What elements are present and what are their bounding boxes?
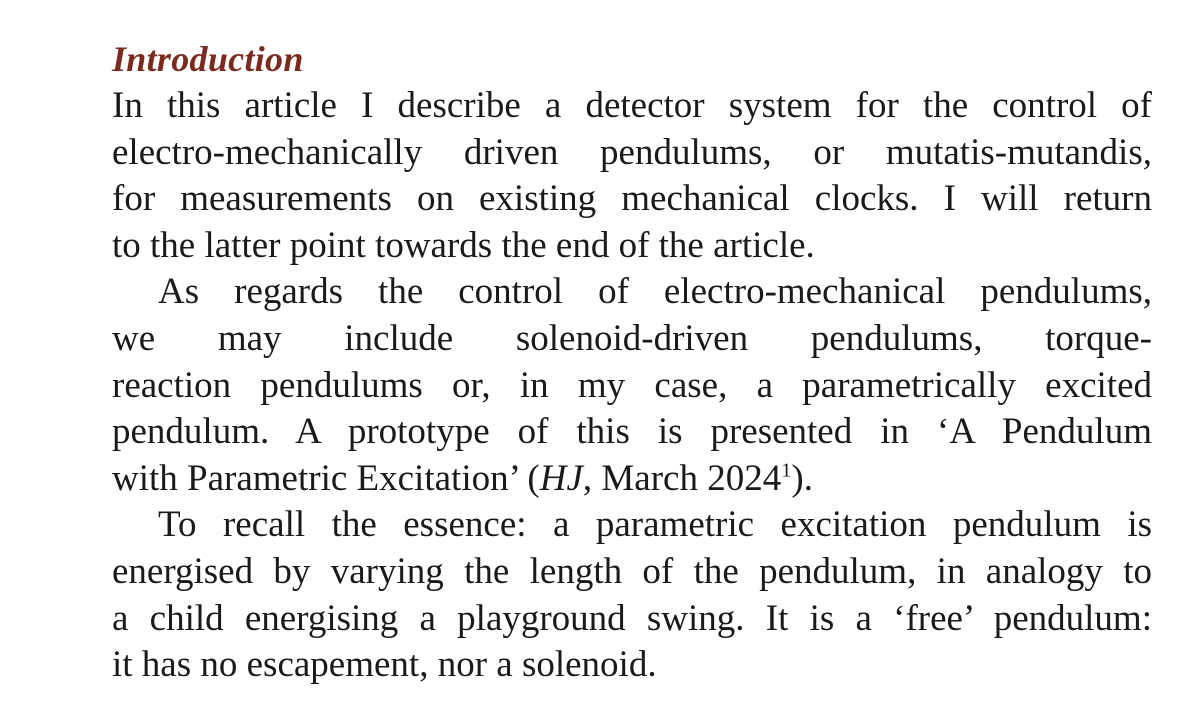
text-line: we may include solenoid-driven pendulums, torque- xyxy=(112,317,1152,359)
text-line: electro-mechanically driven pendulums, or mutatis-mutandis, xyxy=(112,131,1152,173)
article-page xyxy=(112,36,1152,689)
paragraph-3 xyxy=(112,502,1152,688)
citation-middle: , March 2024 xyxy=(582,457,782,499)
text-line: reaction pendulums or, in my case, a parametrically excited xyxy=(112,364,1152,406)
text-line: As regards the control of electro-mechanical pendulums, xyxy=(158,271,1152,313)
text-line: to the latter point towards the end of the article. xyxy=(112,224,815,266)
citation-before: with Parametric Excitation’ ( xyxy=(112,457,540,499)
paragraph-1 xyxy=(112,83,1152,269)
text-line: pendulum. A prototype of this is presented in ‘A Pendulum xyxy=(112,411,1152,453)
journal-abbreviation: HJ xyxy=(539,457,583,499)
text-line: it has no escapement, nor a solenoid. xyxy=(112,644,657,686)
paragraph-2 xyxy=(112,269,1152,502)
text-line: In this article I describe a detector system for the control of xyxy=(112,85,1152,126)
text-line: energised by varying the length of the pendulum, in analogy to xyxy=(112,550,1152,592)
text-line: for measurements on existing mechanical clocks. I will return xyxy=(112,178,1152,220)
citation-after: ). xyxy=(791,457,813,499)
text-line: To recall the essence: a parametric excitation pendulum is xyxy=(158,504,1152,546)
text-line: a child energising a playground swing. It is a ‘free’ pendulum: xyxy=(112,597,1152,639)
footnote-reference[interactable]: 1 xyxy=(781,459,792,482)
text-line-citation xyxy=(112,456,1152,503)
section-heading: Introduction xyxy=(112,39,304,79)
